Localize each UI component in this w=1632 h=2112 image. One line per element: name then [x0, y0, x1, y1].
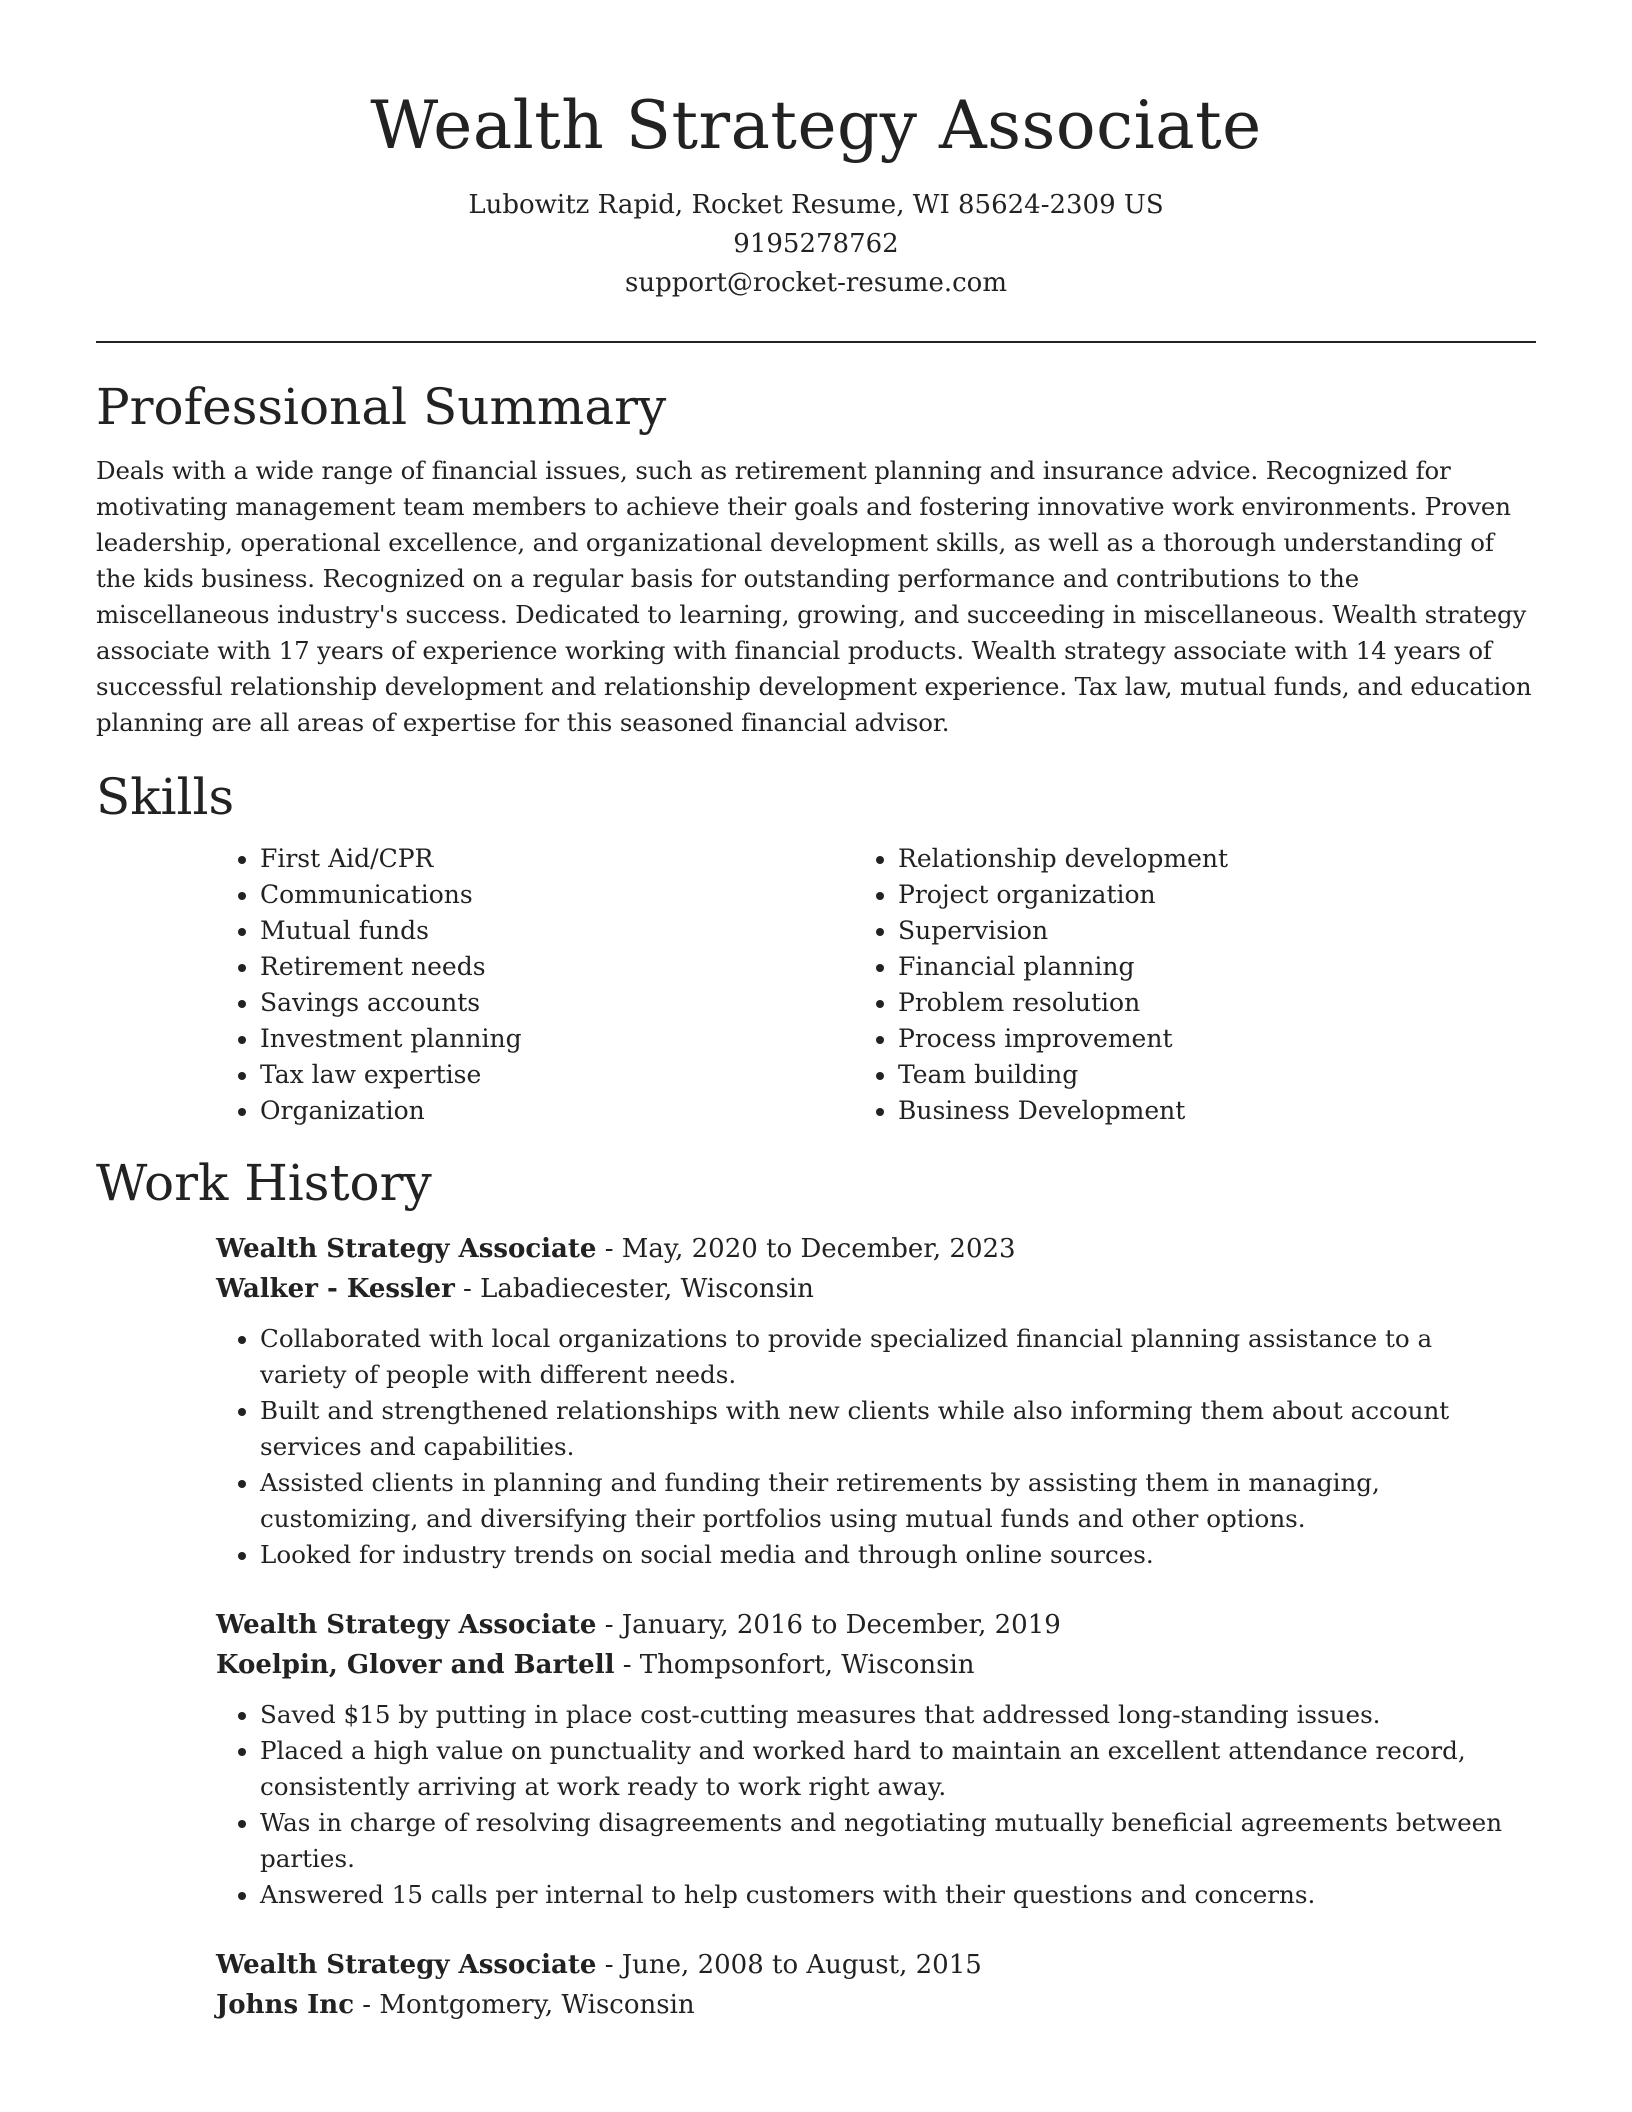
job-bullet: • Saved $15 by putting in place cost-cutting measures that addressed long-standing issues. — [260, 1697, 1536, 1733]
skills-list — [260, 841, 1536, 1129]
skills-column-left — [260, 841, 898, 1129]
skill-item: • Problem resolution — [898, 985, 1536, 1021]
job-bullet: • Built and strengthened relationships with new clients while also informing them about account services and capabilities. — [260, 1393, 1536, 1465]
skill-item: • Supervision — [898, 913, 1536, 949]
job-entry — [216, 1605, 1536, 1685]
job-dates: - January, 2016 to December, 2019 — [596, 1610, 1061, 1640]
job-entry — [216, 1945, 1536, 2025]
job-title: Wealth Strategy Associate — [216, 1950, 597, 1980]
job-title-line — [216, 1229, 1536, 1269]
skill-item: • Retirement needs — [260, 949, 898, 985]
job-dates: - May, 2020 to December, 2023 — [596, 1234, 1016, 1264]
job-bullet: • Assisted clients in planning and funding their retirements by assisting them in managing, customizing, and diversifying their portfolios using mutual funds and other options. — [260, 1465, 1536, 1537]
job-title: Wealth Strategy Associate — [216, 1610, 597, 1640]
summary-text: Deals with a wide range of financial issues, such as retirement planning and insurance advice. Recognized for motivating management team members to achieve their goals and fostering innovative work environments. Proven leadership, operational excellence, and organizational development skills, as well as a thorough understanding of the kids business. Recognized on a regular basis for outstanding performance and contributions to the miscellaneous industry's success. Dedicated to learning, growing, and succeeding in miscellaneous. Wealth strategy associate with 17 years of experience working with financial products. Wealth strategy associate with 14 years of successful relationship development and relationship development experience. Tax law, mutual funds, and education planning are all areas of expertise for this seasoned financial advisor. — [96, 456, 1532, 737]
job-title-line — [216, 1605, 1536, 1645]
header-divider — [96, 341, 1536, 343]
summary-heading: Professional Summary — [96, 378, 667, 436]
skill-item: • Process improvement — [898, 1021, 1536, 1057]
job-company-line — [216, 1269, 1536, 1309]
job-bullet: • Placed a high value on punctuality and worked hard to maintain an excellent attendance record, consistently arriving at work ready to work right away. — [260, 1733, 1536, 1805]
skill-item: • Mutual funds — [260, 913, 898, 949]
job-dates: - June, 2008 to August, 2015 — [596, 1950, 982, 1980]
job-location: - Labadiecester, Wisconsin — [454, 1274, 814, 1304]
skill-item: • Project organization — [898, 877, 1536, 913]
phone: 9195278762 — [733, 229, 899, 259]
job-company: Walker - Kessler — [216, 1274, 455, 1304]
skill-item: • Relationship development — [898, 841, 1536, 877]
job-company: Johns Inc — [216, 1990, 355, 2020]
resume-page — [96, 0, 1536, 2025]
work-history-heading: Work History — [96, 1154, 432, 1212]
skill-item: • Tax law expertise — [260, 1057, 898, 1093]
skill-item: • Team building — [898, 1057, 1536, 1093]
job-company: Koelpin, Glover and Bartell — [216, 1650, 615, 1680]
resume-header — [96, 0, 1536, 303]
skill-item: • Business Development — [898, 1093, 1536, 1129]
skill-item: • Financial planning — [898, 949, 1536, 985]
job-bullet: • Looked for industry trends on social media and through online sources. — [260, 1537, 1536, 1573]
job-bullet: • Answered 15 calls per internal to help customers with their questions and concerns. — [260, 1877, 1536, 1913]
job-bullet: • Was in charge of resolving disagreements and negotiating mutually beneficial agreements between parties. — [260, 1805, 1536, 1877]
job-bullets — [260, 1321, 1536, 1573]
job-location: - Thompsonfort, Wisconsin — [614, 1650, 975, 1680]
job-entry — [216, 1229, 1536, 1309]
job-location: - Montgomery, Wisconsin — [354, 1990, 695, 2020]
job-bullets — [260, 1697, 1536, 1913]
email: support@rocket-resume.com — [624, 268, 1007, 298]
skill-item: • Communications — [260, 877, 898, 913]
job-title-line — [216, 1945, 1536, 1985]
skills-heading: Skills — [96, 768, 235, 826]
skill-item: • Investment planning — [260, 1021, 898, 1057]
skill-item: • Savings accounts — [260, 985, 898, 1021]
job-company-line — [216, 1645, 1536, 1685]
skills-column-right — [898, 841, 1536, 1129]
resume-name: Wealth Strategy Associate — [370, 87, 1262, 164]
job-title: Wealth Strategy Associate — [216, 1234, 597, 1264]
job-company-line — [216, 1985, 1536, 2025]
address: Lubowitz Rapid, Rocket Resume, WI 85624-2309 US — [468, 190, 1164, 220]
job-bullet: • Collaborated with local organizations to provide specialized financial planning assistance to a variety of people with different needs. — [260, 1321, 1536, 1393]
skill-item: • Organization — [260, 1093, 898, 1129]
skill-item: • First Aid/CPR — [260, 841, 898, 877]
